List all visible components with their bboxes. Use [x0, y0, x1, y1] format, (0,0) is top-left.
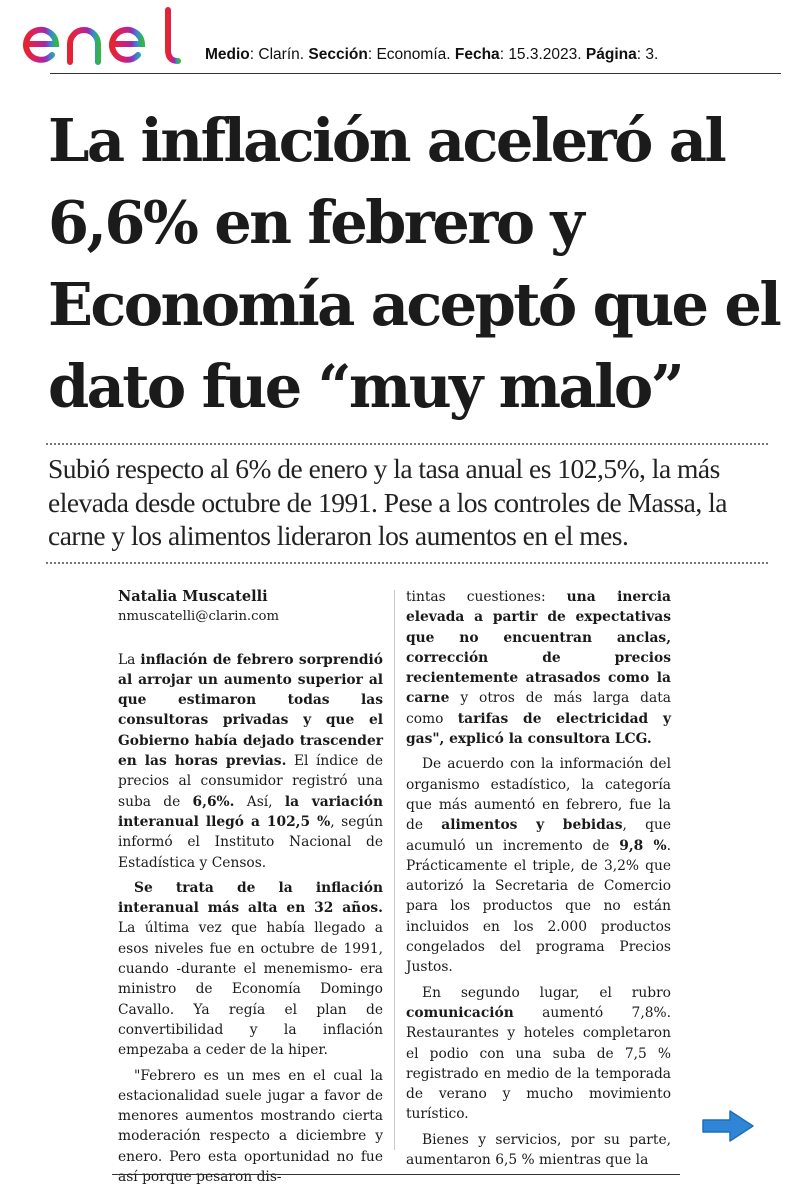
subhead-top-divider: [46, 443, 768, 445]
author-email[interactable]: nmuscatelli@clarin.com: [118, 609, 279, 625]
arrow-right-icon[interactable]: [700, 1108, 756, 1144]
author-name: Natalia Muscatelli: [118, 588, 268, 605]
paragraph-6: En segundo lugar, el rubro comunicación aumentó 7,8%. Restaurantes y hoteles completaron el podio con una suba de 7,5 % registrado en medio de la temporada de verano y mucho movimiento turístico.: [406, 984, 671, 1123]
header-divider: [50, 73, 781, 74]
publication-meta: Medio: Clarín. Sección: Economía. Fecha: 15.3.2023. Página: 3.: [205, 46, 659, 63]
paragraph-4: tintas cuestiones: una inercia elevada a partir de expectativas que no encuentran anclas, corrección de precios recientemente atrasados como la carne y otros de más larga data como tarifas de electricidad y gas", explicó la consultora LCG.: [406, 589, 672, 748]
paragraph-7: Bienes y servicios, por su parte, aumentaron 6,5 % mientras que la: [406, 1131, 671, 1169]
paragraph-2: Se trata de la inflación interanual más alta en 32 años. La última vez que había llegado a esos niveles fue en octubre de 1991, cuando -durante el menemismo- era ministro de Economía Domingo Cavallo. Ya regía el plan de convertibilidad y la inflación empezaba a ceder de la hiper.: [118, 879, 383, 1059]
paragraph-5: De acuerdo con la información del organismo estadístico, la categoría que más aumentó en febrero, fue la de alimentos y bebidas, que acumuló un incremento de 9,8 %. Prácticamente el triple, de 3,2% que autorizó la Secretaria de Comercio para los productos que no están incluidos en los 2.000 productos congelados del programa Precios Justos.: [406, 756, 672, 976]
fecha-value: 15.3.2023.: [508, 46, 582, 63]
headline: La inflación aceleró al 6,6% en febrero y Economía aceptó que el dato fue “muy malo”: [48, 106, 780, 421]
footer-divider: [112, 1174, 680, 1175]
subhead: Subió respecto al 6% de enero y la tasa anual es 102,5%, la más elevada desde octubre de 1991. Pese a los controles de Massa, la carne y los alimentos lideraron los aumentos en el mes.: [48, 453, 727, 551]
column-divider: [394, 590, 395, 1150]
enel-logo: [18, 6, 183, 66]
article-column-1: [118, 587, 383, 1187]
paragraph-3: "Febrero es un mes en el cual la estacionalidad suele jugar a favor de menores aumentos mostrando cierta moderación respecto a diciembre y enero. Pero esta oportunidad no fue así porque pesaron dis-: [118, 1067, 383, 1186]
pagina-value: 3.: [645, 46, 659, 63]
article-column-2: [406, 587, 671, 1170]
paragraph-1: La inflación de febrero sorprendió al arrojar un aumento superior al que estimaron todas las consultoras privadas y que el Gobierno había dejado trascender en las horas previas. El índice de precios al consumidor registró una suba de 6,6%. Así, la variación interanual llegó a 102,5 %, según informó el Instituto Nacional de Estadística y Censos.: [118, 651, 384, 871]
seccion-value: Economía.: [376, 46, 451, 63]
subhead-bottom-divider: [46, 562, 768, 564]
medio-value: Clarín.: [258, 46, 305, 63]
